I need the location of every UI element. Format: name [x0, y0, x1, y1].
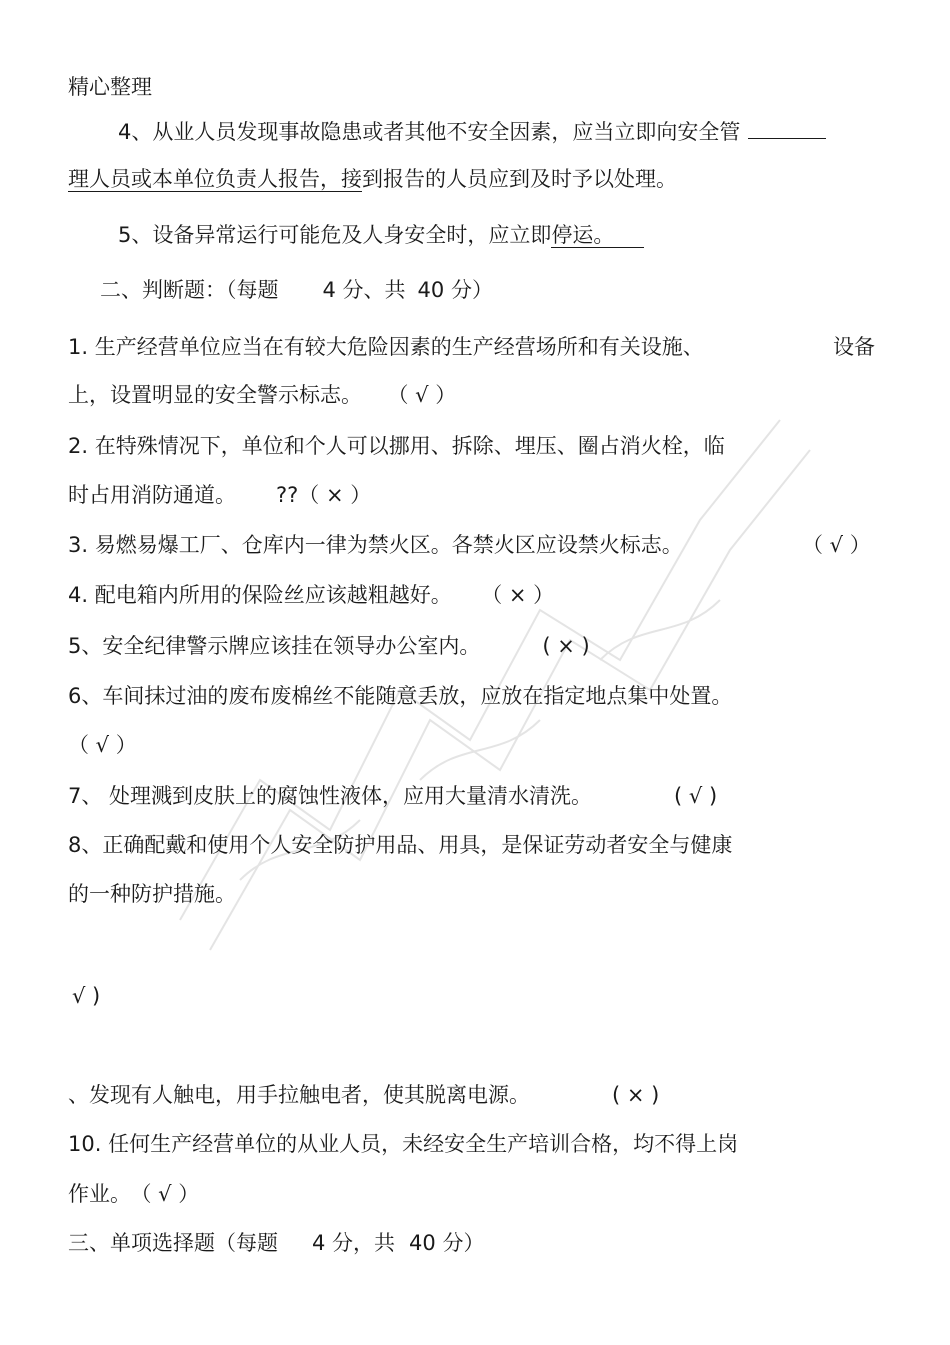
judgment-4-answer: （ × ） [491, 583, 555, 607]
judgment-8-line1: 8、正确配戴和使用个人安全防护用品、用具，是保证劳动者安全与健康 [68, 833, 733, 857]
judgment-2-line1: 2. 在特殊情况下，单位和个人可以挪用、拆除、埋压、圈占消火栓，临 [68, 434, 725, 458]
fill-in-q4-line2 [68, 165, 677, 193]
q4-answer-underlined: 理人员或本单位负责人报告，接 [68, 167, 362, 191]
judgment-3-answer: （ √ ） [802, 533, 871, 557]
section-2-title: 二、判断题：（每题 4 分、共 40 分） [100, 278, 493, 302]
judgment-5: 5、安全纪律警示牌应该挂在领导办公室内。 ( × ) [68, 634, 590, 658]
judgment-6-answer: （ √ ） [68, 733, 137, 757]
q5-answer: 停运。 [551, 223, 644, 248]
fill-in-q4-line1 [118, 116, 826, 146]
judgment-10-line2: 作业。 （ √ ） [68, 1182, 200, 1206]
judgment-1-answer: （ √ ） [398, 383, 457, 407]
judgment-8-answer: √ ) [72, 984, 101, 1008]
judgment-1-line2: 上，设置明显的安全警示标志。 （ √ ） [68, 383, 457, 407]
judgment-9: 、发现有人触电，用手拉触电者，使其脱离电源。 ( × ) [68, 1083, 660, 1107]
fill-in-q5 [118, 221, 644, 249]
judgment-3: 3. 易燃易爆工厂、仓库内一律为禁火区。各禁火区应设禁火标志。 [68, 533, 683, 557]
section-3-title: 三、单项选择题（每题 4 分，共 40 分） [68, 1231, 485, 1255]
judgment-8-line2: 的一种防护措施。 [68, 882, 236, 906]
judgment-7-answer: ( √ ) [674, 784, 718, 808]
judgment-9-answer: ( × ) [612, 1083, 660, 1107]
judgment-5-answer: ( × ) [542, 634, 590, 658]
judgment-4: 4. 配电箱内所用的保险丝应该越粗越好。 （ × ） [68, 583, 555, 607]
q5-text: 5、设备异常运行可能危及人身安全时，应立即 [118, 223, 552, 247]
q4-rest: 到报告的人员应到及时予以处理。 [362, 167, 677, 191]
judgment-2-line2: 时占用消防通道。 ??（ × ） [68, 483, 372, 507]
judgment-1-tail: 设备 [833, 335, 875, 359]
judgment-1-line1: 1. 生产经营单位应当在有较大危险因素的生产经营场所和有关设施、 [68, 335, 704, 359]
judgment-2-answer: ??（ × ） [276, 483, 372, 507]
page-header: 精心整理 [68, 75, 152, 99]
judgment-10-line1: 10. 任何生产经营单位的从业人员，未经安全生产培训合格，均不得上岗 [68, 1132, 739, 1156]
judgment-6: 6、车间抹过油的废布废棉丝不能随意丢放，应放在指定地点集中处置。 [68, 684, 733, 708]
q4-text: 4、从业人员发现事故隐患或者其他不安全因素，应当立即向安全管 [118, 120, 741, 144]
q4-blank [748, 116, 826, 139]
judgment-10-answer: （ √ ） [141, 1182, 200, 1206]
judgment-7: 7、 处理溅到皮肤上的腐蚀性液体，应用大量清水清洗。 ( √ ) [68, 784, 718, 808]
